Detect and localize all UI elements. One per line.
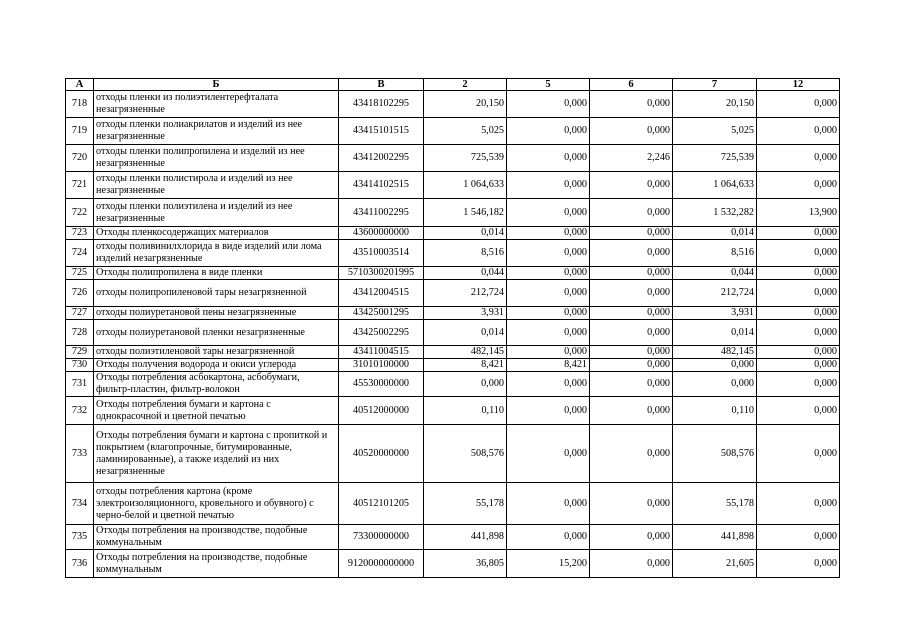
value-col-2: 0,014 bbox=[424, 227, 507, 240]
waste-code: 9120000000000 bbox=[339, 550, 424, 578]
waste-code: 43425001295 bbox=[339, 307, 424, 320]
value-col-2: 55,178 bbox=[424, 483, 507, 525]
value-col-2: 441,898 bbox=[424, 525, 507, 550]
value-col-7: 20,150 bbox=[673, 91, 757, 118]
waste-code: 43414102515 bbox=[339, 172, 424, 199]
column-header-6: 6 bbox=[590, 79, 673, 91]
value-col-5: 8,421 bbox=[507, 359, 590, 372]
value-col-5: 0,000 bbox=[507, 483, 590, 525]
table-row bbox=[66, 359, 840, 372]
column-header-2: 2 bbox=[424, 79, 507, 91]
value-col-5: 0,000 bbox=[507, 118, 590, 145]
waste-name: Отходы пленкосодержащих материалов bbox=[94, 227, 339, 240]
value-col-7: 3,931 bbox=[673, 307, 757, 320]
table-row bbox=[66, 267, 840, 280]
value-col-2: 725,539 bbox=[424, 145, 507, 172]
value-col-5: 0,000 bbox=[507, 227, 590, 240]
value-col-7: 0,044 bbox=[673, 267, 757, 280]
value-col-5: 15,200 bbox=[507, 550, 590, 578]
waste-name: Отходы потребления бумаги и картона с пропиткой и покрытием (влагопрочные, битумированные, ламинированные), а также изделий из них незагрязненные bbox=[94, 425, 339, 483]
value-col-7: 21,605 bbox=[673, 550, 757, 578]
value-col-5: 0,000 bbox=[507, 372, 590, 397]
waste-code: 43418102295 bbox=[339, 91, 424, 118]
value-col-2: 508,576 bbox=[424, 425, 507, 483]
value-col-12: 0,000 bbox=[757, 280, 840, 307]
waste-name: отходы поливинилхлорида в виде изделий или лома изделий незагрязненные bbox=[94, 240, 339, 267]
table-row bbox=[66, 346, 840, 359]
value-col-6: 0,000 bbox=[590, 307, 673, 320]
waste-name: отходы полипропиленовой тары незагрязненной bbox=[94, 280, 339, 307]
row-number: 726 bbox=[66, 280, 94, 307]
value-col-2: 5,025 bbox=[424, 118, 507, 145]
value-col-12: 0,000 bbox=[757, 346, 840, 359]
value-col-7: 725,539 bbox=[673, 145, 757, 172]
value-col-5: 0,000 bbox=[507, 525, 590, 550]
value-col-7: 8,516 bbox=[673, 240, 757, 267]
value-col-6: 0,000 bbox=[590, 240, 673, 267]
waste-name: Отходы потребления асбокартона, асбобумаги, фильтр-пластин, фильтр-волокон bbox=[94, 372, 339, 397]
value-col-12: 0,000 bbox=[757, 240, 840, 267]
value-col-2: 0,044 bbox=[424, 267, 507, 280]
value-col-12: 0,000 bbox=[757, 91, 840, 118]
waste-code: 40512000000 bbox=[339, 397, 424, 425]
waste-name: отходы полиуретановой пены незагрязненные bbox=[94, 307, 339, 320]
waste-code: 45530000000 bbox=[339, 372, 424, 397]
table-row bbox=[66, 397, 840, 425]
value-col-5: 0,000 bbox=[507, 199, 590, 227]
value-col-6: 0,000 bbox=[590, 346, 673, 359]
value-col-2: 20,150 bbox=[424, 91, 507, 118]
table-row bbox=[66, 307, 840, 320]
value-col-6: 0,000 bbox=[590, 425, 673, 483]
value-col-7: 55,178 bbox=[673, 483, 757, 525]
row-number: 720 bbox=[66, 145, 94, 172]
waste-name: отходы полиуретановой пленки незагрязненные bbox=[94, 320, 339, 346]
row-number: 733 bbox=[66, 425, 94, 483]
row-number: 731 bbox=[66, 372, 94, 397]
value-col-2: 482,145 bbox=[424, 346, 507, 359]
value-col-7: 0,110 bbox=[673, 397, 757, 425]
column-header-v: В bbox=[339, 79, 424, 91]
value-col-2: 36,805 bbox=[424, 550, 507, 578]
value-col-12: 0,000 bbox=[757, 425, 840, 483]
value-col-5: 0,000 bbox=[507, 346, 590, 359]
value-col-12: 13,900 bbox=[757, 199, 840, 227]
value-col-6: 0,000 bbox=[590, 320, 673, 346]
waste-name: отходы потребления картона (кроме электроизоляционного, кровельного и обувного) с черно-белой и цветной печатью bbox=[94, 483, 339, 525]
waste-name: отходы пленки полиакрилатов и изделий из нее незагрязненные bbox=[94, 118, 339, 145]
row-number: 729 bbox=[66, 346, 94, 359]
value-col-7: 212,724 bbox=[673, 280, 757, 307]
value-col-12: 0,000 bbox=[757, 267, 840, 280]
table-row bbox=[66, 483, 840, 525]
waste-code: 40520000000 bbox=[339, 425, 424, 483]
column-header-7: 7 bbox=[673, 79, 757, 91]
value-col-12: 0,000 bbox=[757, 307, 840, 320]
row-number: 730 bbox=[66, 359, 94, 372]
table-row bbox=[66, 91, 840, 118]
value-col-12: 0,000 bbox=[757, 172, 840, 199]
value-col-2: 1 064,633 bbox=[424, 172, 507, 199]
value-col-6: 0,000 bbox=[590, 280, 673, 307]
value-col-12: 0,000 bbox=[757, 227, 840, 240]
value-col-2: 212,724 bbox=[424, 280, 507, 307]
table-row bbox=[66, 280, 840, 307]
value-col-7: 0,000 bbox=[673, 372, 757, 397]
value-col-6: 0,000 bbox=[590, 359, 673, 372]
value-col-2: 3,931 bbox=[424, 307, 507, 320]
row-number: 722 bbox=[66, 199, 94, 227]
value-col-6: 2,246 bbox=[590, 145, 673, 172]
value-col-2: 8,516 bbox=[424, 240, 507, 267]
value-col-12: 0,000 bbox=[757, 483, 840, 525]
table-row bbox=[66, 240, 840, 267]
value-col-5: 0,000 bbox=[507, 320, 590, 346]
value-col-6: 0,000 bbox=[590, 550, 673, 578]
value-col-5: 0,000 bbox=[507, 91, 590, 118]
waste-code: 43411002295 bbox=[339, 199, 424, 227]
value-col-6: 0,000 bbox=[590, 91, 673, 118]
row-number: 734 bbox=[66, 483, 94, 525]
value-col-2: 0,014 bbox=[424, 320, 507, 346]
table-row bbox=[66, 145, 840, 172]
value-col-12: 0,000 bbox=[757, 118, 840, 145]
value-col-5: 0,000 bbox=[507, 145, 590, 172]
value-col-6: 0,000 bbox=[590, 118, 673, 145]
value-col-5: 0,000 bbox=[507, 172, 590, 199]
table-row bbox=[66, 199, 840, 227]
column-header-b: Б bbox=[94, 79, 339, 91]
value-col-6: 0,000 bbox=[590, 525, 673, 550]
value-col-12: 0,000 bbox=[757, 397, 840, 425]
value-col-5: 0,000 bbox=[507, 307, 590, 320]
waste-code: 43425002295 bbox=[339, 320, 424, 346]
waste-name: Отходы потребления на производстве, подобные коммунальным bbox=[94, 525, 339, 550]
table-row bbox=[66, 320, 840, 346]
table-row bbox=[66, 118, 840, 145]
table-row bbox=[66, 172, 840, 199]
table-row bbox=[66, 227, 840, 240]
value-col-6: 0,000 bbox=[590, 227, 673, 240]
waste-name: Отходы потребления бумаги и картона с однокрасочной и цветной печатью bbox=[94, 397, 339, 425]
waste-report-table bbox=[65, 78, 840, 578]
table-row bbox=[66, 425, 840, 483]
value-col-7: 0,000 bbox=[673, 359, 757, 372]
value-col-2: 8,421 bbox=[424, 359, 507, 372]
column-header-a: А bbox=[66, 79, 94, 91]
value-col-12: 0,000 bbox=[757, 372, 840, 397]
value-col-7: 0,014 bbox=[673, 320, 757, 346]
value-col-12: 0,000 bbox=[757, 145, 840, 172]
value-col-5: 0,000 bbox=[507, 397, 590, 425]
row-number: 732 bbox=[66, 397, 94, 425]
row-number: 723 bbox=[66, 227, 94, 240]
waste-name: отходы пленки полипропилена и изделий из нее незагрязненные bbox=[94, 145, 339, 172]
waste-name: Отходы потребления на производстве, подобные коммунальным bbox=[94, 550, 339, 578]
value-col-2: 0,110 bbox=[424, 397, 507, 425]
waste-name: отходы пленки из полиэтилентерефталата незагрязненные bbox=[94, 91, 339, 118]
waste-code: 43600000000 bbox=[339, 227, 424, 240]
value-col-5: 0,000 bbox=[507, 425, 590, 483]
header-row bbox=[66, 79, 840, 91]
table-row bbox=[66, 372, 840, 397]
waste-code: 5710300201995 bbox=[339, 267, 424, 280]
value-col-5: 0,000 bbox=[507, 240, 590, 267]
value-col-7: 5,025 bbox=[673, 118, 757, 145]
waste-code: 43411004515 bbox=[339, 346, 424, 359]
value-col-7: 1 532,282 bbox=[673, 199, 757, 227]
waste-code: 43415101515 bbox=[339, 118, 424, 145]
row-number: 719 bbox=[66, 118, 94, 145]
waste-code: 40512101205 bbox=[339, 483, 424, 525]
value-col-7: 0,014 bbox=[673, 227, 757, 240]
table-row bbox=[66, 525, 840, 550]
value-col-7: 1 064,633 bbox=[673, 172, 757, 199]
row-number: 721 bbox=[66, 172, 94, 199]
value-col-7: 482,145 bbox=[673, 346, 757, 359]
waste-name: отходы пленки полистирола и изделий из нее незагрязненные bbox=[94, 172, 339, 199]
value-col-5: 0,000 bbox=[507, 267, 590, 280]
value-col-12: 0,000 bbox=[757, 359, 840, 372]
waste-name: отходы полиэтиленовой тары незагрязненной bbox=[94, 346, 339, 359]
value-col-12: 0,000 bbox=[757, 525, 840, 550]
waste-name: Отходы полипропилена в виде пленки bbox=[94, 267, 339, 280]
row-number: 718 bbox=[66, 91, 94, 118]
value-col-6: 0,000 bbox=[590, 172, 673, 199]
value-col-2: 1 546,182 bbox=[424, 199, 507, 227]
row-number: 736 bbox=[66, 550, 94, 578]
value-col-6: 0,000 bbox=[590, 199, 673, 227]
table-row bbox=[66, 550, 840, 578]
row-number: 735 bbox=[66, 525, 94, 550]
row-number: 728 bbox=[66, 320, 94, 346]
column-header-5: 5 bbox=[507, 79, 590, 91]
value-col-6: 0,000 bbox=[590, 267, 673, 280]
value-col-6: 0,000 bbox=[590, 397, 673, 425]
value-col-5: 0,000 bbox=[507, 280, 590, 307]
waste-name: отходы пленки полиэтилена и изделий из нее незагрязненные bbox=[94, 199, 339, 227]
waste-code: 43510003514 bbox=[339, 240, 424, 267]
row-number: 724 bbox=[66, 240, 94, 267]
value-col-6: 0,000 bbox=[590, 483, 673, 525]
value-col-6: 0,000 bbox=[590, 372, 673, 397]
row-number: 725 bbox=[66, 267, 94, 280]
value-col-2: 0,000 bbox=[424, 372, 507, 397]
row-number: 727 bbox=[66, 307, 94, 320]
waste-name: Отходы получения водорода и окиси углерода bbox=[94, 359, 339, 372]
value-col-12: 0,000 bbox=[757, 320, 840, 346]
value-col-7: 508,576 bbox=[673, 425, 757, 483]
value-col-7: 441,898 bbox=[673, 525, 757, 550]
waste-code: 73300000000 bbox=[339, 525, 424, 550]
column-header-12: 12 bbox=[757, 79, 840, 91]
waste-code: 43412002295 bbox=[339, 145, 424, 172]
value-col-12: 0,000 bbox=[757, 550, 840, 578]
waste-code: 31010100000 bbox=[339, 359, 424, 372]
waste-code: 43412004515 bbox=[339, 280, 424, 307]
